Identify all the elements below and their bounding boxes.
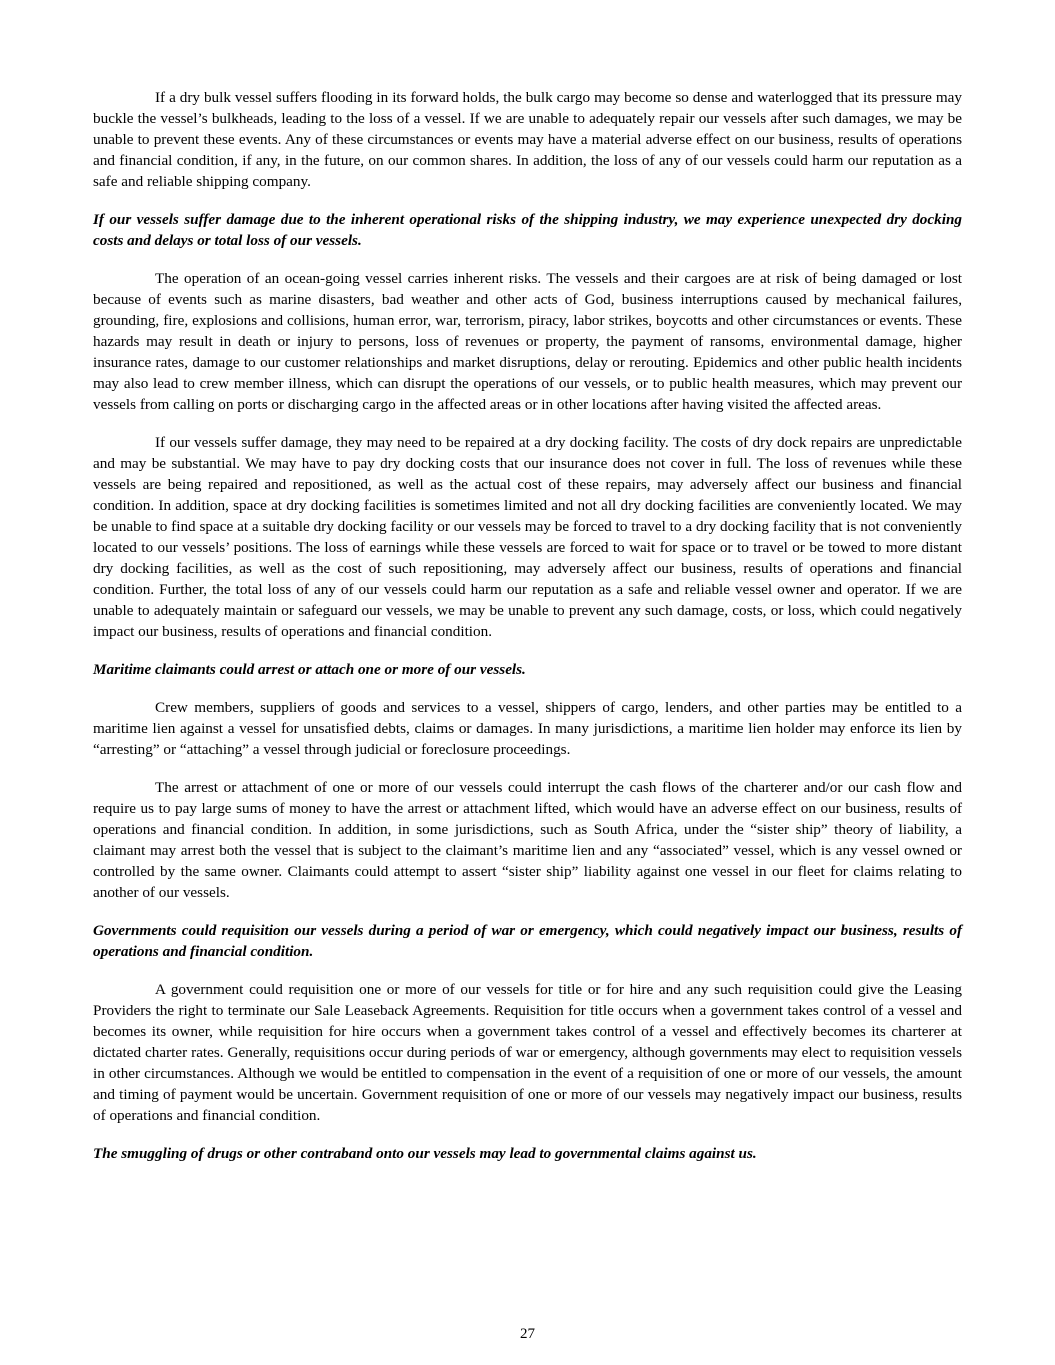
paragraph-requisition: A government could requisition one or more of our vessels for title or for hire and any such requisition could give the Leasing Providers the right to terminate our Sale Leaseback Agreements. Requisition for title occurs when a government takes control of a vessel and becomes its owner, while requisition for hire occurs when a government takes control of a vessel and effectively becomes its charterer at dictated charter rates. Generally, requisitions occur during periods of war or emergency, although governments may elect to requisition vessels in other circumstances. Although we would be entitled to compensation in the event of a requisition of one or more of our vessels, the amount and timing of payment would be uncertain. Government requisition of one or more of our vessels may negatively impact our business, results of operations and financial condition.	[93, 981, 962, 1124]
document-body	[93, 87, 962, 1181]
paragraph-arrest-attachment: The arrest or attachment of one or more of our vessels could interrupt the cash flows of the charterer and/or our cash flow and require us to pay large sums of money to have the arrest or attachment lifted, which would have an adverse effect on our business, results of operations and financial condition. In addition, in some jurisdictions, such as South Africa, under the “sister ship” theory of liability, a claimant may arrest both the vessel that is subject to the claimant’s maritime lien and any “associated” vessel, which is any vessel owned or controlled by the same owner. Claimants could attempt to assert “sister ship” liability against one vessel in our fleet for claims relating to another of our vessels.	[93, 779, 962, 901]
heading-smuggling: The smuggling of drugs or other contraband onto our vessels may lead to governmental claims against us.	[93, 1145, 757, 1162]
heading-operational-risks: If our vessels suffer damage due to the inherent operational risks of the shipping industry, we may experience unexpected dry docking costs and delays or total loss of our vessels.	[93, 211, 962, 249]
heading-maritime-claimants: Maritime claimants could arrest or attach one or more of our vessels.	[93, 661, 526, 678]
paragraph-maritime-lien: Crew members, suppliers of goods and services to a vessel, shippers of cargo, lenders, and other parties may be entitled to a maritime lien against a vessel for unsatisfied debts, claims or damages. In many jurisdictions, a maritime lien holder may enforce its lien by “arresting” or “attaching” a vessel through judicial or foreclosure proceedings.	[93, 699, 962, 758]
paragraph-inherent-risks: The operation of an ocean-going vessel carries inherent risks. The vessels and their cargoes are at risk of being damaged or lost because of events such as marine disasters, bad weather and other acts of God, business interruptions caused by mechanical failures, grounding, fire, explosions and collisions, human error, war, terrorism, piracy, labor strikes, boycotts and other circumstances or events. These hazards may result in death or injury to persons, loss of revenues or property, the payment of ransoms, environmental damage, higher insurance rates, damage to our customer relationships and market disruptions, delay or rerouting. Epidemics and other public health incidents may also lead to crew member illness, which can disrupt the operations of our vessels, or to public health measures, which may prevent our vessels from calling on ports or discharging cargo in the affected areas or in other locations after having visited the affected areas.	[93, 270, 962, 413]
paragraph-flooding: If a dry bulk vessel suffers flooding in its forward holds, the bulk cargo may become so dense and waterlogged that its pressure may buckle the vessel’s bulkheads, leading to the loss of a vessel. If we are unable to adequately repair our vessels after such damages, we may be unable to prevent these events. Any of these circumstances or events may have a material adverse effect on our business, results of operations and financial condition, if any, in the future, on our common shares. In addition, the loss of any of our vessels could harm our reputation as a safe and reliable shipping company.	[93, 89, 962, 190]
heading-requisition: Governments could requisition our vessels during a period of war or emergency, which could negatively impact our business, results of operations and financial condition.	[93, 922, 962, 960]
page-number: 27	[520, 1326, 535, 1342]
paragraph-dry-docking: If our vessels suffer damage, they may need to be repaired at a dry docking facility. The costs of dry dock repairs are unpredictable and may be substantial. We may have to pay dry docking costs that our insurance does not cover in full. The loss of revenues while these vessels are being repaired and repositioned, as well as the actual cost of these repairs, may adversely affect our business and financial condition. In addition, space at dry docking facilities is sometimes limited and not all dry docking facilities are conveniently located. We may be unable to find space at a suitable dry docking facility or our vessels may be forced to travel to a dry docking facility that is not conveniently located to our vessels’ positions. The loss of earnings while these vessels are forced to wait for space or to travel or be towed to more distant dry docking facilities, as well as the cost of such repositioning, may adversely affect our business, results of operations and financial condition. Further, the total loss of any of our vessels could harm our reputation as a safe and reliable vessel owner and operator. If we are unable to adequately maintain or safeguard our vessels, we may be unable to prevent any such damage, costs, or loss, which could negatively impact our business, results of operations and financial condition.	[93, 434, 962, 640]
